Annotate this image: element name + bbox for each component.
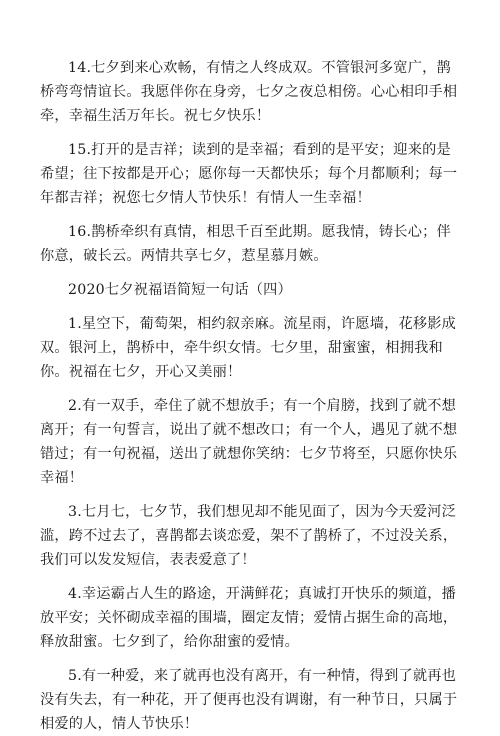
paragraph-2: 2.有一双手，牵住了就不想放手；有一个肩膀，找到了就不想离开；有一句誓言，说出了就不想改口；有一个人，遇见了就不想错过；有一句祝福，送出了就想你笑纳：七夕节将至，只愿你快乐幸福！ <box>40 398 458 486</box>
paragraph-14: 14.七夕到来心欢畅，有情之人终成双。不管银河多宽广，鹊桥弯弯情谊长。我愿伴你在身旁，七夕之夜总相傍。心心相印手相牵，幸福生活万年长。祝七夕快乐！ <box>40 60 458 124</box>
section-heading: 2020七夕祝福语简短一句话（四） <box>68 282 292 298</box>
paragraph-16: 16.鹊桥牵织有真情，相思千百至此期。愿我情，铸长心；伴你意，破长云。两情共享七夕，惹星慕月嫉。 <box>40 224 451 264</box>
paragraph-1: 1.星空下，葡萄架，相约叙亲麻。流星雨，许愿墙，花移影成双。银河上，鹊桥中，牵牛织女情。七夕里，甜蜜蜜，相拥我和你。祝福在七夕，开心又美丽！ <box>40 316 457 380</box>
paragraph-4: 4.幸运霸占人生的路途，开满鲜花；真诚打开快乐的频道，播放平安；关怀砌成幸福的围墙，圈定友情；爱情占据生命的高地，释放甜蜜。七夕到了，给你甜蜜的爱情。 <box>40 586 458 650</box>
paragraph-15: 15.打开的是吉祥；读到的是幸福；看到的是平安；迎来的是希望；往下按都是开心；愿你每一天都快乐；每个月都顺利；每一年都吉祥；祝您七夕情人节快乐！有情人一生幸福！ <box>40 142 458 206</box>
paragraph-3: 3.七月七，七夕节，我们想见却不能见面了，因为今天爱河泛滥，跨不过去了，喜鹊都去谈恋爱，架不了鹊桥了，不过没关系，我们可以发发短信，表表爱意了！ <box>40 504 458 568</box>
paragraph-5: 5.有一种爱，来了就再也没有离开，有一种情，得到了就再也没有失去，有一种花，开了便再也没有调谢，有一种节日，只属于相爱的人，情人节快乐！ <box>40 668 458 732</box>
